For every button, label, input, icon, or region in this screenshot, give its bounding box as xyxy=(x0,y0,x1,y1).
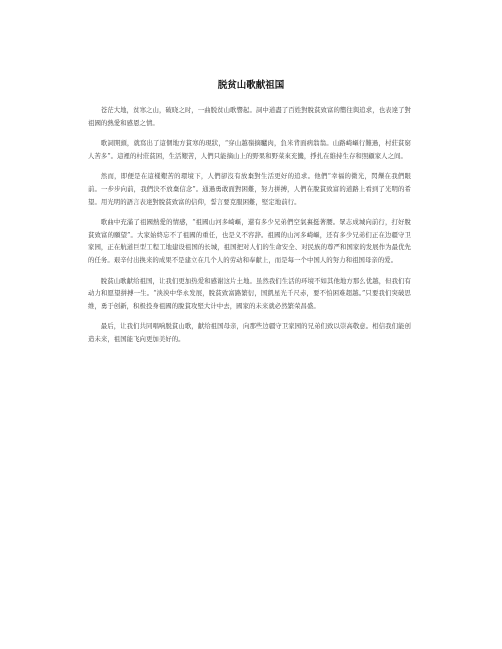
paragraph: 脫貧山歌献给祖国，让我们更加热爱和感谢这片土地。虽然我们生活的环境不如其他地方那么优越，但我们有动力和愿望拼搏一生。“泱泱中华永发展，脫貧致富路繁衍，国凱星光千尺赤，要不怕困难超越。”只要我们突破思维，勇于创新，积极投身祖國的脫貧攻堅大计中去，國家的未来就必然繁荣昌盛。 xyxy=(88,276,411,310)
paragraph: 最后，让我们共同唱响脱貧山歌，献给祖国母亲，向那些边疆守卫家园的兄弟们致以崇高敬意。相信我们能创造未来，祖国能飞向更加美好的。 xyxy=(88,322,411,343)
paragraph: 苍茫大地，贫寒之山，破晓之时，一曲脱贫山歌響起。詞中道盡了百姓對脫貧致富的嚮往與追求，也表達了對祖國的熱愛和感恩之情。 xyxy=(88,106,411,127)
document-title: 脱贫山歌献祖国 xyxy=(217,80,285,91)
paragraph: 歌曲中充滿了祖國熱愛的情感，“祖國山河多崎嶇，還有多少兄弟們空氣裏挺著腰。眾志成城向前行，打好脫貧致富的願望”。大家始終忘不了祖國的重任，也是义不容辞。祖國的山河多崎嶇，还有多少兄弟们正在边疆守卫家园，正在航道巨型工程工地建设祖国的长城，祖国把对人们的生命安全、对民族的尊严和国家的发展作为最优先的任务。艰辛付出换来的成果不是建立在几个人的劳动和奉献上，而是每一个中国人的努力和祖国母亲的爱。 xyxy=(88,218,411,264)
paragraph: 歌詞開頭，就寫出了這個地方貧寒的現狀，“穿山越嶺摘驢肉，負米背面病翁翁。山路崎嶇行難過，村莊貧窮人苦多”。這裡的村莊貧困，生活艱苦，人們只能摘山上的野果和野菜來充饑，掙扎在維持生存和照顧家人之间。 xyxy=(88,139,411,160)
document-body xyxy=(88,104,411,354)
paragraph: 然而，即便是在這樣艱苦的環境下，人們卻沒有放棄對生活更好的追求。他們“幸福的微光，閃爍在我們眼前。一步步向前，我們決不放棄信念”。通過勇敢面對困難，努力拼搏，人們在脫貧致富的道路上看到了光明的希望。用光明的語言表達對脫貧致富的信仰，誓言要克服困難，堅定地前行。 xyxy=(88,172,411,206)
